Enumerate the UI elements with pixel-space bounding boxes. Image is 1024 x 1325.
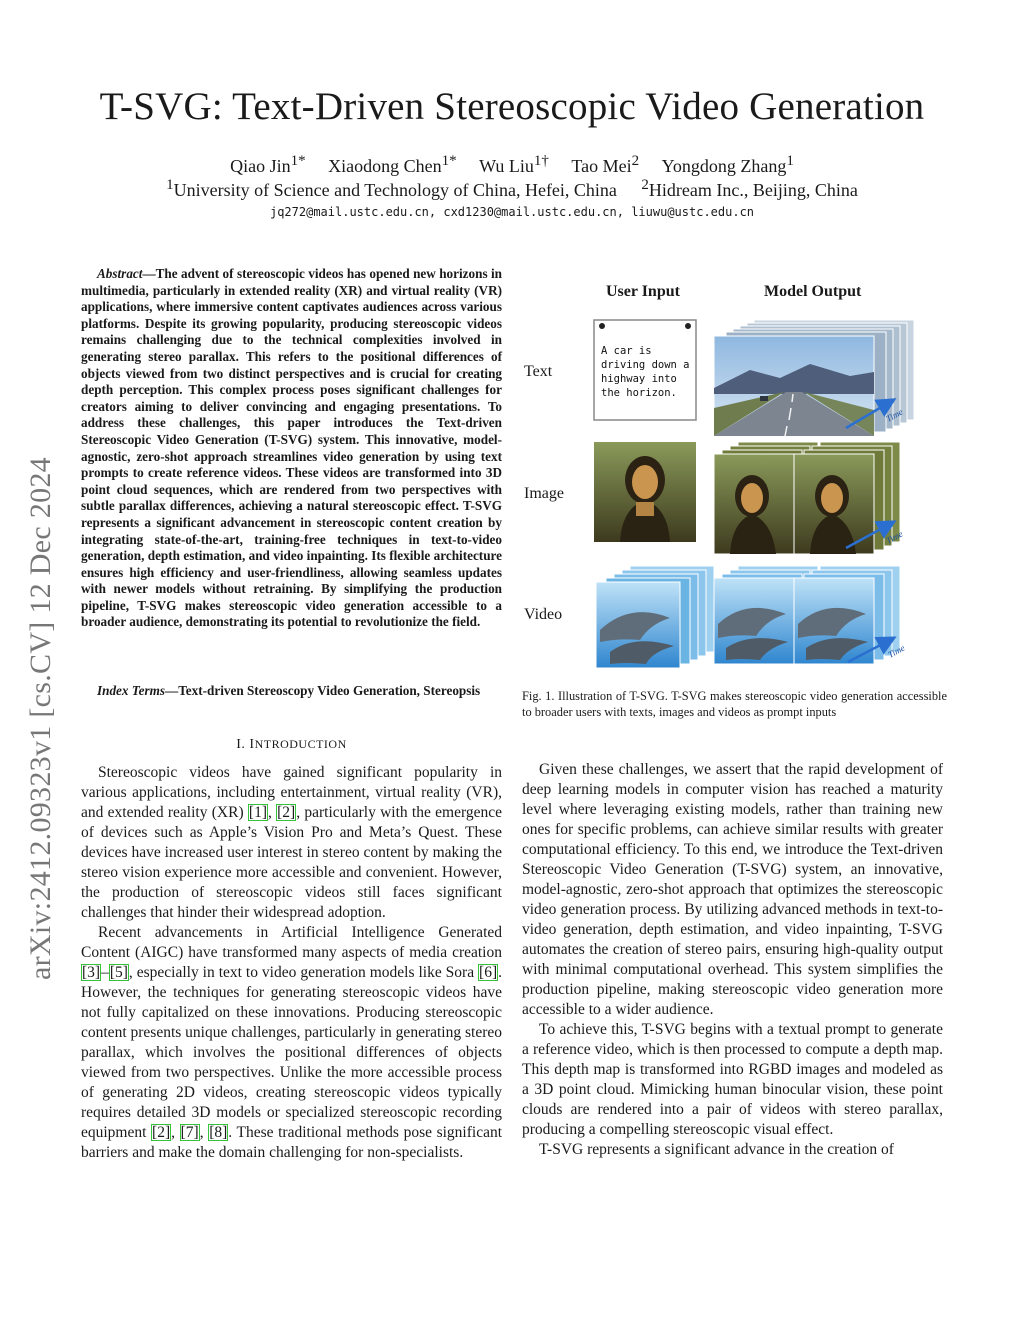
figure-row-video: Video	[524, 606, 563, 623]
dolphin-frame	[596, 582, 680, 668]
highway-output-frames	[714, 320, 914, 436]
author: Wu Liu$^{1\dagger}$	[479, 153, 549, 176]
prompt-line: highway into	[601, 373, 677, 385]
video-output-frames	[714, 566, 906, 664]
figure-caption: Fig. 1. Illustration of T-SVG. T-SVG makes stereoscopic video generation accessible to broader users with texts, images and videos as prompt inputs	[522, 689, 947, 719]
abstract: Abstract—The advent of stereoscopic videos has opened new horizons in multimedia, particularly in extended reality (XR) and virtual reality (VR) applications, where immersive content captivates audiences across various platforms. Despite its growing popularity, producing stereoscopic videos remains challenging due to the technical complexities involved in generating stereo parallax. This refers to the positional differences of objects viewed from two distinct perspectives and is crucial for creating depth perception. This complex process poses significant challenges for creators aiming to deliver convincing and engaging presentations. To address these challenges, this paper introduces the Text-driven Stereoscopic Video Generation (T-SVG) system. This innovative, model-agnostic, zero-shot approach streamlines video generation by using text prompts to create reference videos. These videos are transformed into 3D point cloud sequences, which are rendered from two perspectives with subtle parallax differences, achieving a natural stereoscopic effect. T-SVG represents a significant advancement in stereoscopic content creation by integrating state-of-the-art, training-free techniques in text-to-video generation, depth estimation, and video inpainting. Its flexible architecture ensures high efficiency and user-friendliness, allowing seamless updates with newer models without retraining. By simplifying the production pipeline, T-SVG makes stereoscopic video generation accessible to a broader audience, demonstrating its potential to revolutionize the field.	[81, 266, 502, 630]
introduction-left-column	[81, 763, 502, 1163]
prompt-line: the horizon.	[601, 387, 677, 399]
figure-row-text: Text	[524, 363, 553, 380]
affiliations	[0, 177, 1024, 201]
time-label: Time	[884, 406, 905, 424]
figure-column-model-output: Model Output	[764, 283, 862, 300]
author: Xiaodong Chen$^{1*}$	[328, 153, 457, 176]
citation-link[interactable]: [2]	[152, 1124, 171, 1141]
figure-column-user-input: User Input	[606, 283, 680, 300]
paragraph: To achieve this, T-SVG begins with a textual prompt to generate a reference video, which is then processed to compute a depth map. This depth map is transformed into RGBD images and modeled as a 3D point cloud. Mimicking human binocular vision, these point clouds are rendered into a pair of videos with stereo parallax, producing a compelling stereoscopic visual effect.	[522, 1021, 943, 1138]
image-output-frames	[714, 442, 904, 554]
author-emails: jq272@mail.ustc.edu.cn, cxd1230@mail.ustc.edu.cn, liuwu@ustc.edu.cn	[269, 205, 755, 219]
prompt-line: driving down a	[601, 359, 690, 371]
figure-row-image: Image	[524, 485, 564, 502]
section-heading-introduction: I. INTRODUCTION	[236, 737, 347, 752]
affiliation: $^1$University of Science and Technology of China, Hefei, China	[166, 177, 617, 200]
author: Qiao Jin$^{1*}$	[230, 153, 306, 176]
paragraph: Recent advancements in Artificial Intelligence Generated Content (AIGC) have transformed many aspects of media creation [3]–[5], especially in text to video generation models like Sora [6]. However, the techniques for generating stereoscopic videos have not fully capitalized on these innovations. Producing stereoscopic content presents unique challenges, particularly in generating stereo parallax, which involves the positional differences of objects viewed from two perspectives. Unlike the more accessible process of generating 2D videos, creating stereoscopic videos typically requires detailed 3D models or specialized stereoscopic recording equipment [2], [7], [8]. These traditional methods pose significant barriers and make the domain challenging for non-specialists.	[81, 924, 503, 1161]
paragraph: T-SVG represents a significant advance in the creation of	[539, 1141, 894, 1158]
introduction-right-column	[522, 760, 943, 1160]
paragraph: Given these challenges, we assert that the rapid development of deep learning models in computer vision has reached a maturity level where leveraging existing models, rather than training new ones for specific problems, can achieve similar results with greater computational efficiency. To this end, we introduce the Text-driven Stereoscopic Video Generation (T-SVG) system, an innovative, model-agnostic, zero-shot approach that optimizes the stereoscopic video generation process. By utilizing advanced methods in text-to-video generation, depth estimation, and video inpainting, T-SVG automates the creation of stereo pairs, ensuring high-quality output with minimal computational overhead. This system simplifies the production pipeline, making stereoscopic video generation more accessible to a wider audience.	[522, 761, 943, 1018]
citation-link[interactable]: [6]	[479, 964, 498, 981]
citation-link[interactable]: [5]	[109, 964, 128, 981]
paper-title: T-SVG: Text-Driven Stereoscopic Video Generation	[99, 85, 925, 128]
prompt-line: A car is	[601, 345, 652, 357]
author: Yongdong Zhang$^1$	[661, 153, 794, 176]
paragraph: Stereoscopic videos have gained significant popularity in various applications, including entertainment, virtual reality (VR), and extended reality (XR) [1], [2], particularly with the emergence of devices such as Apple’s Vision Pro and Meta’s Quest. These devices have increased user interest in stereo content by making the stereo vision experience more accessible and convenient. However, the production of stereoscopic videos still faces significant challenges that hinder their widespread adoption.	[81, 764, 502, 921]
highway-frame	[714, 336, 874, 436]
citation-link[interactable]: [2]	[277, 804, 296, 821]
index-terms: Index Terms—Text-driven Stereoscopy Video Generation, Stereopsis	[97, 683, 481, 698]
painting-frame-left	[714, 454, 794, 554]
citation-link[interactable]: [1]	[248, 804, 267, 821]
figure-1-illustration	[590, 312, 930, 672]
affiliation: $^2$Hidream Inc., Beijing, China	[641, 177, 858, 200]
time-label: Time	[886, 642, 907, 660]
author: Tao Mei$^2$	[571, 153, 640, 176]
citation-link[interactable]: [3]	[82, 964, 101, 981]
arxiv-identifier: arXiv:2412.09323v1 [cs.CV] 12 Dec 2024	[24, 457, 57, 980]
dolphin-output-right	[794, 578, 874, 664]
time-label: Time	[884, 528, 905, 546]
image-input-painting	[594, 442, 696, 542]
text-prompt-card	[594, 320, 696, 420]
citation-link[interactable]: [8]	[209, 1124, 228, 1141]
video-input-frames	[596, 566, 714, 668]
citation-link[interactable]: [7]	[180, 1124, 199, 1141]
dolphin-output-left	[714, 578, 794, 664]
author-list	[0, 153, 1024, 177]
